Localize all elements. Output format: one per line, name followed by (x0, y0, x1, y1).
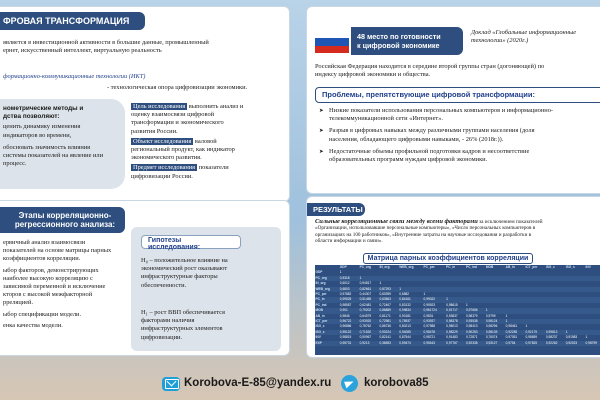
digital-transformation-title: ФРОВАЯ ТРАНСФОРМАЦИЯ (0, 12, 145, 30)
list-item: ➤ Разрыв в цифровых навыках между различными группами населения (доля населения, обладающего цифровыми навыками, - 26% (2018г.)). (321, 127, 600, 143)
hypotheses-title: Гипотезы исследования: (141, 235, 241, 249)
table-cell: 0,71520 (359, 329, 372, 334)
table-cell: 0,961724 (423, 308, 437, 313)
table-cell: 0,91717 (446, 308, 458, 313)
table-cell: 0,79202 (359, 308, 372, 313)
table-cell: 1 (339, 270, 342, 275)
table-cell: 0,98413 (466, 324, 478, 329)
table-cell: 1 (505, 313, 508, 318)
problems-title: Проблемы, препятствующие цифровой трансформации: (315, 87, 600, 103)
table-cell: 0,97988 (423, 324, 436, 329)
table-cell: 0,50967 (359, 335, 372, 340)
analysis-steps: ервичный анализ взаимосвязи показателей на основе матрицы парных коэффициентов корреляции. ыбор факторов, демонстрирующих наиболее высокую корреляцию с зависимой переменной и исключение кторов с высокой межфакторной рреляцией. ыбор спецификации модели. енка качества модели. (3, 239, 112, 329)
row-header-cell: ICT_per (315, 319, 328, 324)
results-panel (306, 196, 600, 358)
table-header-cell: WEB_org (399, 265, 414, 269)
table-cell: 0,44307 (359, 292, 372, 297)
table-cell: 0,6012 (339, 281, 350, 286)
table-cell: 0,98815 (339, 335, 352, 340)
table-cell: 0,72871 (466, 335, 478, 340)
table-header-cell: GDP (339, 265, 347, 269)
row-header-cell: WEB_org (315, 286, 330, 291)
row-header-cell: PC_in (315, 297, 325, 302)
table-cell: 0,9846 (339, 313, 350, 318)
table-cell: 1 (585, 335, 588, 340)
table-cell: 0,97051 (505, 335, 518, 340)
table-cell: 0,93127 (485, 340, 498, 345)
ikt-description: - технологическая опора цифровизации экономики. (107, 84, 248, 91)
table-cell: 0,97882 (339, 292, 352, 297)
table-cell: 0,6882 (399, 292, 410, 297)
table-cell: 0,97825 (525, 340, 538, 345)
table-cell: 0,94817 (359, 281, 372, 286)
row-header-cell: PC_ind (315, 302, 327, 307)
table-cell: 0,97656 (466, 308, 478, 313)
report-citation: Доклад «Глобальные информационные технологии» (2020г.) (471, 29, 577, 45)
table-cell: 1 (525, 324, 528, 329)
row-header-cell: EXP (315, 340, 322, 345)
table-cell: 0,98013 (446, 324, 458, 329)
table-row (315, 341, 600, 346)
table-cell: 0,901 (339, 308, 348, 313)
digital-transformation-panel (0, 6, 290, 202)
row-header-cell: INV (315, 335, 321, 340)
object-tag: Объект исследования (133, 137, 192, 145)
table-cell: 1 (423, 292, 426, 297)
table-cell: 0,9213 (359, 340, 370, 345)
table-cell: 0,98659 (525, 335, 538, 340)
table-header-cell: ICT_per (525, 265, 538, 269)
table-cell: 0,98139 (485, 329, 498, 334)
results-text: Сильные корреляционные связи между всеми факторами за исключением показателей «Организации, использовавшие персональные компьютеры», «Число персональных компьютеров в организациях на 100 работников», «Внутренние затраты на научные исследования и разработки в области информации и связи». (315, 218, 543, 245)
table-cell: 0,97767 (446, 340, 458, 345)
table-cell: 0,6803 (339, 286, 350, 291)
telegram-icon (341, 375, 358, 392)
table-cell: 0,99525 (339, 297, 352, 302)
table-header-cell: INV (585, 265, 591, 269)
row-header-cell: AB_in (315, 313, 325, 318)
research-goal: Цель исследования выполнить анализ и оценку взаимосвязи цифровой трансформации и экономического развития России. (131, 103, 244, 135)
table-cell: 0,51455 (359, 297, 372, 302)
table-cell: 0,95731 (339, 340, 352, 345)
russia-flag-icon (315, 31, 349, 53)
row-header-cell: MOB (315, 308, 323, 313)
table-header-cell: AB_in (505, 265, 515, 269)
table-cell: 0,98721 (423, 335, 436, 340)
table-cell: 0,91983 (565, 335, 578, 340)
table-cell: 0,81171 (379, 313, 391, 318)
table-cell: 0,98296 (485, 324, 498, 329)
table-cell: 0,91483 (446, 335, 458, 340)
research-goals (131, 103, 287, 181)
table-header-cell: MOB (485, 265, 494, 269)
table-cell: 0,82141 (379, 335, 391, 340)
table-cell: 0,92175 (525, 329, 538, 334)
table-cell: 1 (505, 319, 508, 324)
table-cell: 1 (466, 302, 468, 307)
methods-title: нометрические методы и дства позволяют: (3, 105, 84, 121)
table-cell: 0,84161 (399, 297, 411, 302)
table-cell: 0,60399 (379, 292, 391, 297)
table-cell: 0,98799 (585, 340, 598, 345)
table-cell: 0,36553 (379, 340, 391, 345)
table-cell: 1 (399, 286, 402, 291)
table-cell: 0,94085 (399, 329, 411, 334)
table-cell: 0,93937 (423, 319, 436, 324)
table-header-cell: PC_org (359, 265, 371, 269)
table-cell: 0,78937 (399, 319, 411, 324)
table-cell: 0,90181 (399, 313, 411, 318)
table-cell: 0,98587 (339, 302, 352, 307)
table-cell: 0,82661 (359, 286, 372, 291)
goal-tag: Цель исследования (133, 103, 186, 110)
table-cell: 0,9799 (485, 313, 496, 318)
table-cell: 0,87544 (399, 335, 411, 340)
table-cell: 0,62481 (359, 302, 372, 307)
row-header-cell: ISG_c (315, 324, 325, 329)
table-cell: 0,78762 (359, 324, 372, 329)
table-cell: 0,98478 (423, 329, 436, 334)
correlation-matrix (315, 265, 600, 355)
research-object: Объект исследования валовой региональный продукт, как индикатор экономического развития. (131, 137, 235, 162)
telegram-link[interactable]: korobova85 (364, 377, 429, 389)
email-link[interactable]: Korobova-E-85@yandex.ru (184, 377, 332, 389)
mail-icon (162, 377, 180, 391)
table-cell: 1 (485, 308, 488, 313)
table-cell: 0,92338 (466, 340, 478, 345)
intro-text: является в инвестиционной активности в большие данные, промышленный ернет, искусственный интеллект, виртуальную реальность (3, 39, 209, 55)
table-cell: 0,98379 (466, 313, 478, 318)
table-cell: 0,5318 (339, 275, 350, 280)
table-header-cell: IN_org (379, 265, 390, 269)
table-cell: 1 (565, 329, 568, 334)
table-header-cell: PC_ind (466, 265, 477, 269)
readiness-banner: 48 место по готовности к цифровой экономике (351, 27, 463, 55)
table-cell: 0,92262 (545, 340, 558, 345)
table-cell: 0,64579 (359, 313, 372, 318)
table-cell: 0,98461 (505, 324, 518, 329)
table-cell: 0,93538 (466, 319, 478, 324)
table-cell: 0,98237 (545, 335, 558, 340)
table-cell: 0,98378 (446, 319, 458, 324)
russia-readiness-panel (306, 6, 600, 194)
problems-list (321, 107, 600, 168)
analysis-stages-panel (0, 200, 290, 356)
list-item: ➤ Низкие показатели использования персональных компьютеров и информационно- телекоммуникационной сети «Интернет». (321, 107, 600, 123)
table-cell: 0,9754 (505, 340, 516, 345)
table-cell: 0,90253 (466, 329, 478, 334)
table-cell: 0,72467 (379, 302, 391, 307)
row-header-cell: PC_org (315, 275, 327, 280)
table-header-cell: PC_per (423, 265, 435, 269)
table-header-cell: PC_in (446, 265, 456, 269)
research-subject: Предмет исследования показатели цифровизации России. (131, 164, 229, 180)
table-cell: 0,76074 (485, 335, 498, 340)
table-cell: 0,72981 (379, 319, 391, 324)
ikt-label: формационно-коммуникационные технологии (ИКТ) (3, 73, 146, 80)
table-cell: 0,95122 (339, 329, 352, 334)
list-item: ➤ Недостаточные объемы профильной подготовки кадров и несоответствие образовательных программ нуждам цифровой экономики. (321, 148, 600, 164)
table-header-cell: ISG_s (565, 265, 575, 269)
methods-box: нометрические методы и дства позволяют: ценить динамику изменения индикаторов во времени, обосновать значимость влияния системы показателей на явление или процесс. (0, 99, 125, 189)
table-cell: 1 (446, 297, 448, 302)
table-cell: 0,63563 (379, 297, 391, 302)
table-cell: 0,98615 (446, 302, 458, 307)
table-cell: 0,59474 (399, 340, 411, 345)
row-header-cell: PC_per (315, 292, 327, 297)
subject-tag: Предмет исследования (133, 164, 196, 172)
table-cell: 0,83132 (399, 302, 411, 307)
table-cell: 0,99022 (423, 297, 436, 302)
correlation-table (315, 265, 600, 346)
table-cell: 0,90224 (379, 329, 391, 334)
table-cell: 0,86889 (379, 308, 391, 313)
row-header-cell: GDP (315, 270, 323, 275)
table-cell: 0,95163 (423, 340, 436, 345)
row-header-cell: IN_org (315, 281, 326, 286)
table-cell: 1 (379, 281, 382, 286)
hypotheses-box (131, 227, 281, 351)
table-cell: 0,87293 (379, 286, 391, 291)
table-cell: 0,99813 (545, 329, 558, 334)
row-header-cell: ISG_s (315, 329, 325, 334)
table-cell: 0,80213 (399, 324, 411, 329)
contacts-footer (0, 370, 600, 400)
table-cell: 0,96722 (339, 319, 352, 324)
results-title: РЕЗУЛЬТАТЫ (307, 203, 365, 216)
table-cell: 0,96886 (339, 324, 352, 329)
analysis-stages-title: Этапы корреляционно- регрессионного анализа: (0, 207, 125, 233)
table-cell: 0,93920 (359, 319, 372, 324)
table-cell: 0,95923 (423, 302, 436, 307)
table-cell: 0,98229 (446, 329, 458, 334)
matrix-title: Матрица парных коэффициентов корреляции (363, 253, 533, 264)
hypothesis-h0: H₀ – положительное влияние на экономический рост оказывают инфраструктурные факторы обеспеченности. (141, 257, 228, 289)
table-cell: 0,92023 (565, 340, 578, 345)
hypothesis-h1: H₁ – рост ВВП обеспечивается факторами наличия инфраструктурных элементов цифровизации. (141, 309, 225, 341)
table-header-cell: ISG_c (545, 265, 555, 269)
table-cell: 0,9831 (423, 313, 434, 318)
table-cell: 0,86736 (379, 324, 391, 329)
table-cell: 0,99834 (399, 308, 411, 313)
russia-position-text: Российская Федерация находится в середине второй группы стран (догоняющей) по индексу цифровой экономики и общества. (315, 63, 545, 79)
table-cell: 0,93837 (446, 313, 458, 318)
table-cell: 0,95124 (485, 319, 498, 324)
table-cell: 0,92255 (505, 329, 518, 334)
table-cell: 1 (359, 275, 362, 280)
